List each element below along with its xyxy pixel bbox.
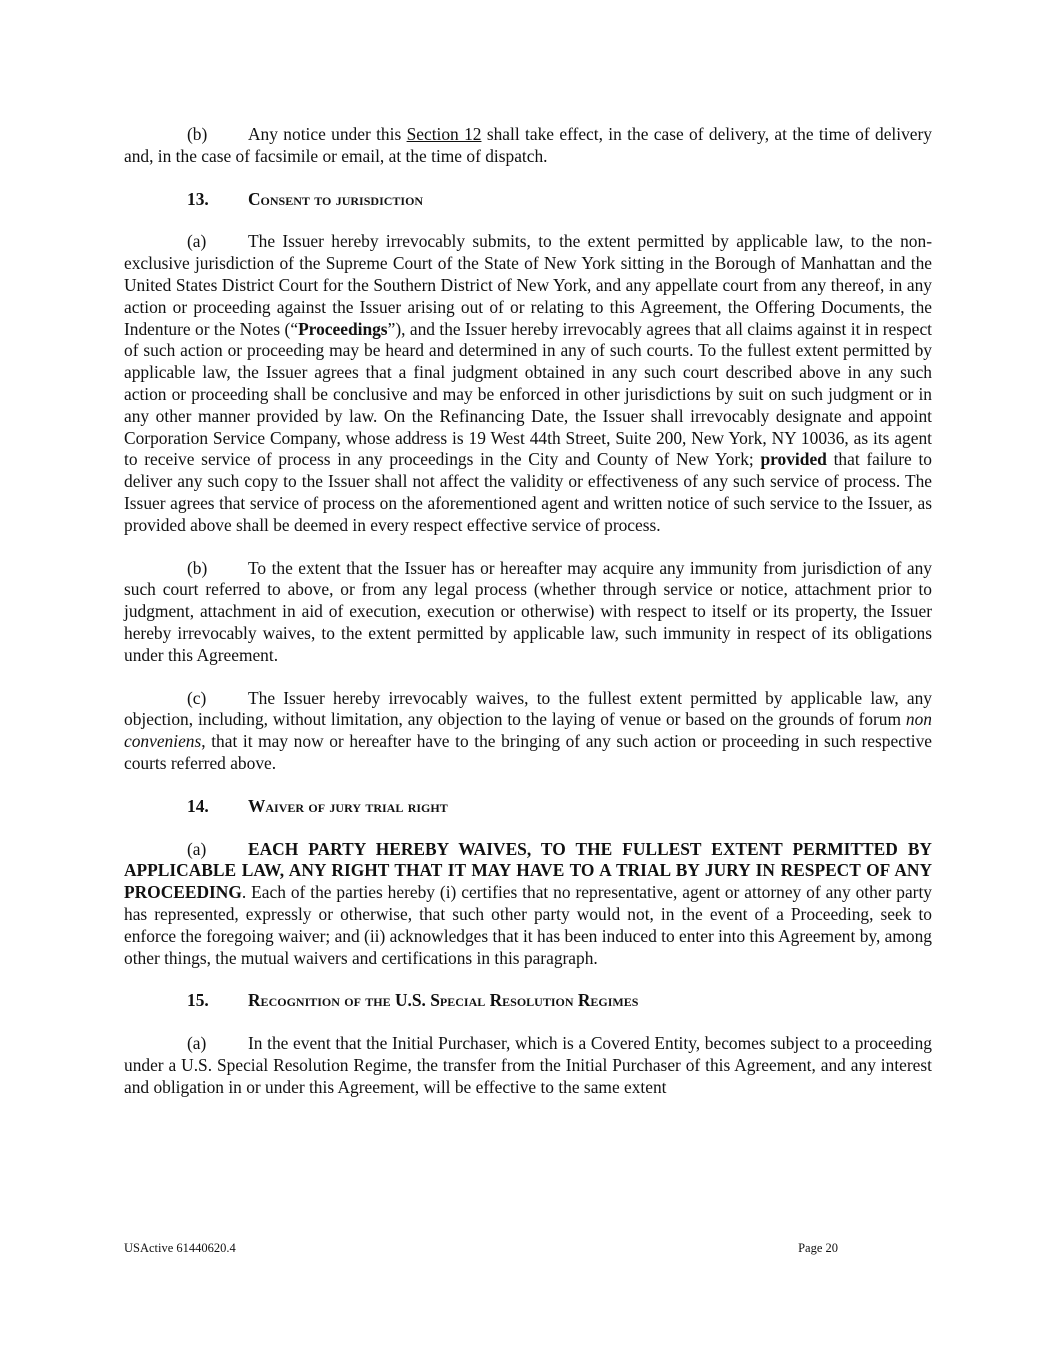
- paragraph-13c: (c) The Issuer hereby irrevocably waives, to the fullest extent permitted by applicable law, any objection, including, without limitation, any objection to the laying of venue or based on the grounds of forum non conveniens, that it may now or hereafter have to the bringing of any such action or proceeding in such respective courts referred above.: [124, 687, 932, 773]
- defined-term-provided: provided: [760, 449, 827, 470]
- paragraph-12b: (b) Any notice under this Section 12 shall take effect, in the case of delivery, at the time of delivery and, in the case of facsimile or email, at the time of dispatch.: [124, 124, 933, 166]
- document-id: USActive 61440620.4: [124, 1241, 236, 1255]
- clause-label: (a): [187, 231, 207, 252]
- paragraph-15a: (a) In the event that the Initial Purchaser, which is a Covered Entity, becomes subject to a proceeding under a U.S. Special Resolution Regime, the transfer from the Initial Purchaser of this Agreement, and any interest and obligation in or under this Agreement, will be effective to the same extent: [124, 1033, 932, 1097]
- clause-label: (c): [187, 687, 207, 708]
- section-14-heading: 14. Waiver of jury trial right: [187, 795, 448, 816]
- paragraph-13a: (a) The Issuer hereby irrevocably submits, to the extent permitted by applicable law, to the non-exclusive jurisdiction of the Supreme Court of the State of New York sitting in the Borough of Manhattan and the United States District Court for the Southern District of New York, and any appellate court from any thereof, in any action or proceeding against the Issuer arising out of or relating to this Agreement, the Offering Documents, the Indenture or the Notes (“Proceedings”), and the Issuer hereby irrevocably agrees that all claims against it in respect of such action or proceeding may be heard and determined in any of such courts. To the fullest extent permitted by applicable law, the Issuer agrees that a final judgment obtained in any such court described above in any such action or proceeding shall be conclusive and may be enforced in other jurisdictions by suit on such judgment or in any other manner provided by law. On the Refinancing Date, the Issuer shall irrevocably designate and appoint Corporation Service Company, whose address is 19 West 44th Street, Suite 200, New York, NY 10036, as its agent to receive service of process in any proceedings in the City and County of New York; provided that failure to deliver any such copy to the Issuer shall not affect the validity or effectiveness of any such service of process. The Issuer agrees that service of process on the aforementioned agent and written notice of such service to the Issuer, as provided above shall be deemed in every respect effective service of process.: [124, 231, 933, 535]
- paragraph-13b: (b) To the extent that the Issuer has or hereafter may acquire any immunity from jurisdiction of any such court referred to above, or from any legal process (whether through service or notice, attachment prior to judgment, attachment in aid of execution, execution or otherwise) with respect to itself or its property, the Issuer hereby irrevocably waives, to the extent permitted by applicable law, such immunity in respect of its obligations under this Agreement.: [124, 557, 932, 665]
- document-page: [124, 124, 932, 1119]
- section-12-reference[interactable]: Section 12: [406, 124, 482, 144]
- paragraph-14a: (a) EACH PARTY HEREBY WAIVES, TO THE FULLEST EXTENT PERMITTED BY APPLICABLE LAW, ANY RIGHT THAT IT MAY HAVE TO A TRIAL BY JURY IN RESPECT OF ANY PROCEEDING. Each of the parties hereby (i) certifies that no representative, agent or attorney of any other party has represented, expressly or otherwise, that such other party would not, in the event of a Proceeding, seek to enforce the foregoing waiver; and (ii) acknowledges that it has been induced to enter into this Agreement by, among other things, the mutual waivers and certifications in this paragraph.: [124, 838, 932, 968]
- section-15-heading: 15. Recognition of the U.S. Special Resolution Regimes: [187, 990, 639, 1011]
- clause-label: (a): [187, 1033, 207, 1054]
- section-13-heading: 13. Consent to jurisdiction: [187, 188, 424, 209]
- defined-term-proceedings: Proceedings: [298, 318, 388, 339]
- page-number: Page 20: [798, 1241, 838, 1255]
- page-footer: [124, 1241, 838, 1256]
- clause-label: (b): [187, 124, 208, 144]
- jury-waiver-bold-text: EACH PARTY HEREBY WAIVES, TO THE FULLEST EXTENT PERMITTED BY APPLICABLE LAW, ANY RIGHT THAT IT MAY HAVE TO A TRIAL BY JURY IN RESPECT OF ANY PROCEEDING: [124, 838, 932, 903]
- clause-label: (b): [187, 557, 208, 578]
- italic-term: non conveniens: [124, 709, 932, 752]
- clause-label: (a): [187, 838, 207, 859]
